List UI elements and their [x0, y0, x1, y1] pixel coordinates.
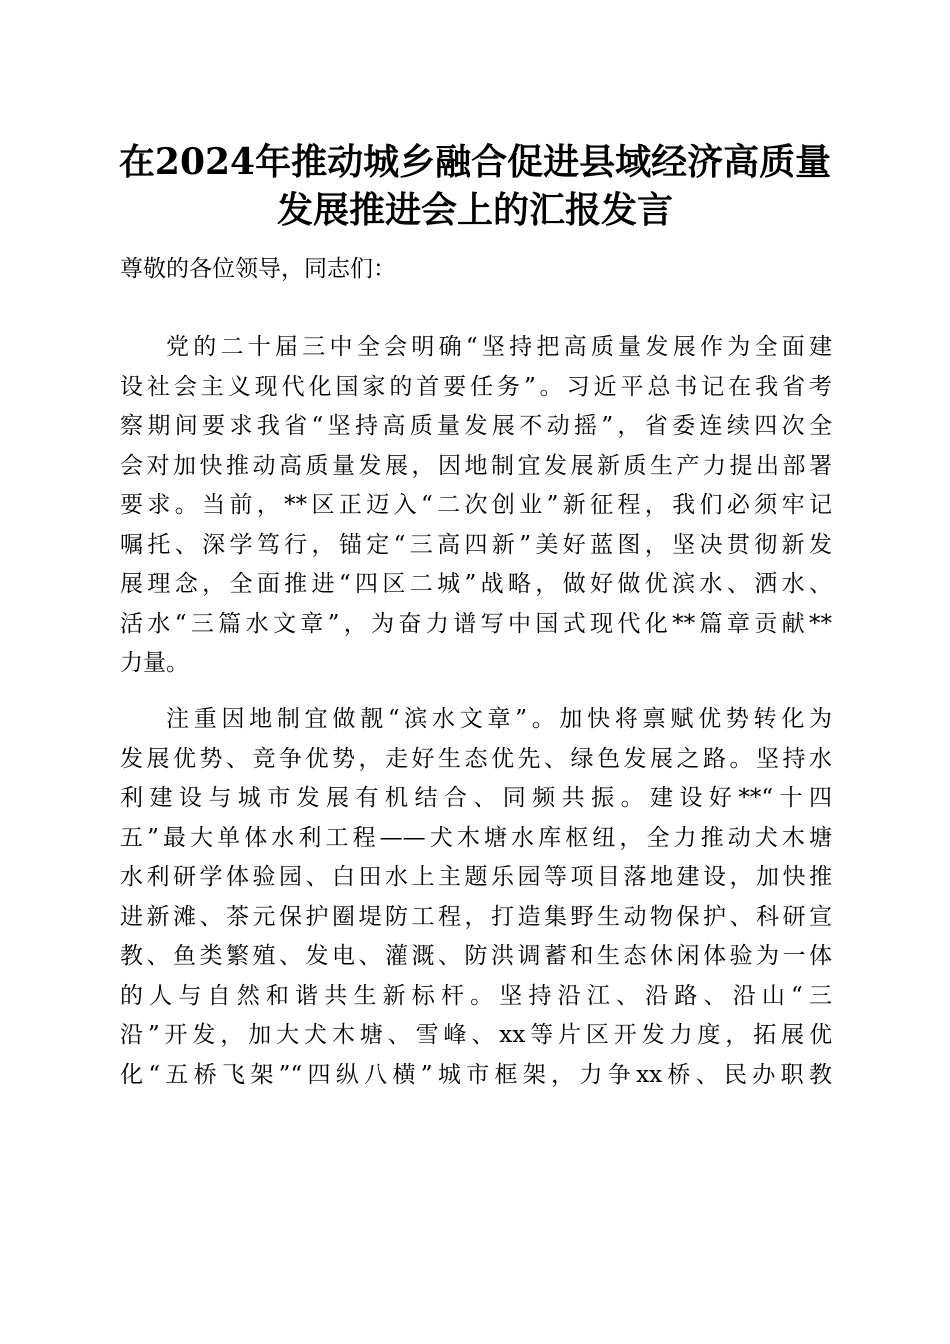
paragraph-line: 水利研学体验园、白田水上主题乐园等项目落地建设，加快推: [120, 864, 832, 890]
paragraph-line: 设社会主义现代化国家的首要任务”。习近平总书记在我省考: [120, 373, 832, 400]
paragraph-line: 会对加快推动高质量发展，因地制宜发展新质生产力提出部署: [120, 452, 832, 479]
paragraph-line: 展理念，全面推进“四区二城”战略，做好做优滨水、洒水、: [120, 571, 832, 597]
salutation: [120, 250, 832, 290]
document-title-line-1: 在2024年推动城乡融合促进县域经济高质量: [118, 141, 832, 183]
paragraph-1: [120, 328, 832, 684]
paragraph-line: 力量。: [120, 650, 189, 676]
paragraph-2: [120, 700, 832, 1095]
paragraph-line: 化“五桥飞架”“四纵八横”城市框架，力争xx桥、民办职教: [120, 1061, 832, 1088]
paragraph-line: 注重因地制宜做靓“滨水文章”。加快将禀赋优势转化为: [166, 706, 832, 732]
salutation-text: 尊敬的各位领导，同志们：: [120, 256, 396, 282]
document-title-line-2: 发展推进会上的汇报发言: [276, 189, 673, 231]
paragraph-line: 进新滩、茶元保护圈堤防工程，打造集野生动物保护、科研宣: [120, 903, 832, 930]
paragraph-line: 利建设与城市发展有机结合、同频共振。建设好**“十四: [120, 785, 832, 811]
paragraph-line: 教、鱼类繁殖、发电、灌溉、防洪调蓄和生态休闲体验为一体: [120, 943, 832, 969]
paragraph-line: 党的二十届三中全会明确“坚持把高质量发展作为全面建: [166, 334, 832, 360]
paragraph-line: 五”最大单体水利工程——犬木塘水库枢纽，全力推动犬木塘: [120, 824, 832, 851]
paragraph-line: 发展优势、竞争优势，走好生态优先、绿色发展之路。坚持水: [120, 745, 832, 772]
paragraph-line: 的人与自然和谐共生新标杆。坚持沿江、沿路、沿山“三: [120, 982, 832, 1009]
paragraph-line: 活水“三篇水文章”，为奋力谱写中国式现代化**篇章贡献**: [120, 610, 832, 637]
paragraph-line: 察期间要求我省“坚持高质量发展不动摇”，省委连续四次全: [120, 413, 832, 439]
paragraph-line: 嘱托、深学笃行，锚定“三高四新”美好蓝图，坚决贯彻新发: [120, 531, 832, 558]
paragraph-line: 要求。当前，**区正迈入“二次创业”新征程，我们必须牢记: [120, 492, 832, 518]
paragraph-line: 沿”开发，加大犬木塘、雪峰、xx等片区开发力度，拓展优: [120, 1022, 832, 1048]
